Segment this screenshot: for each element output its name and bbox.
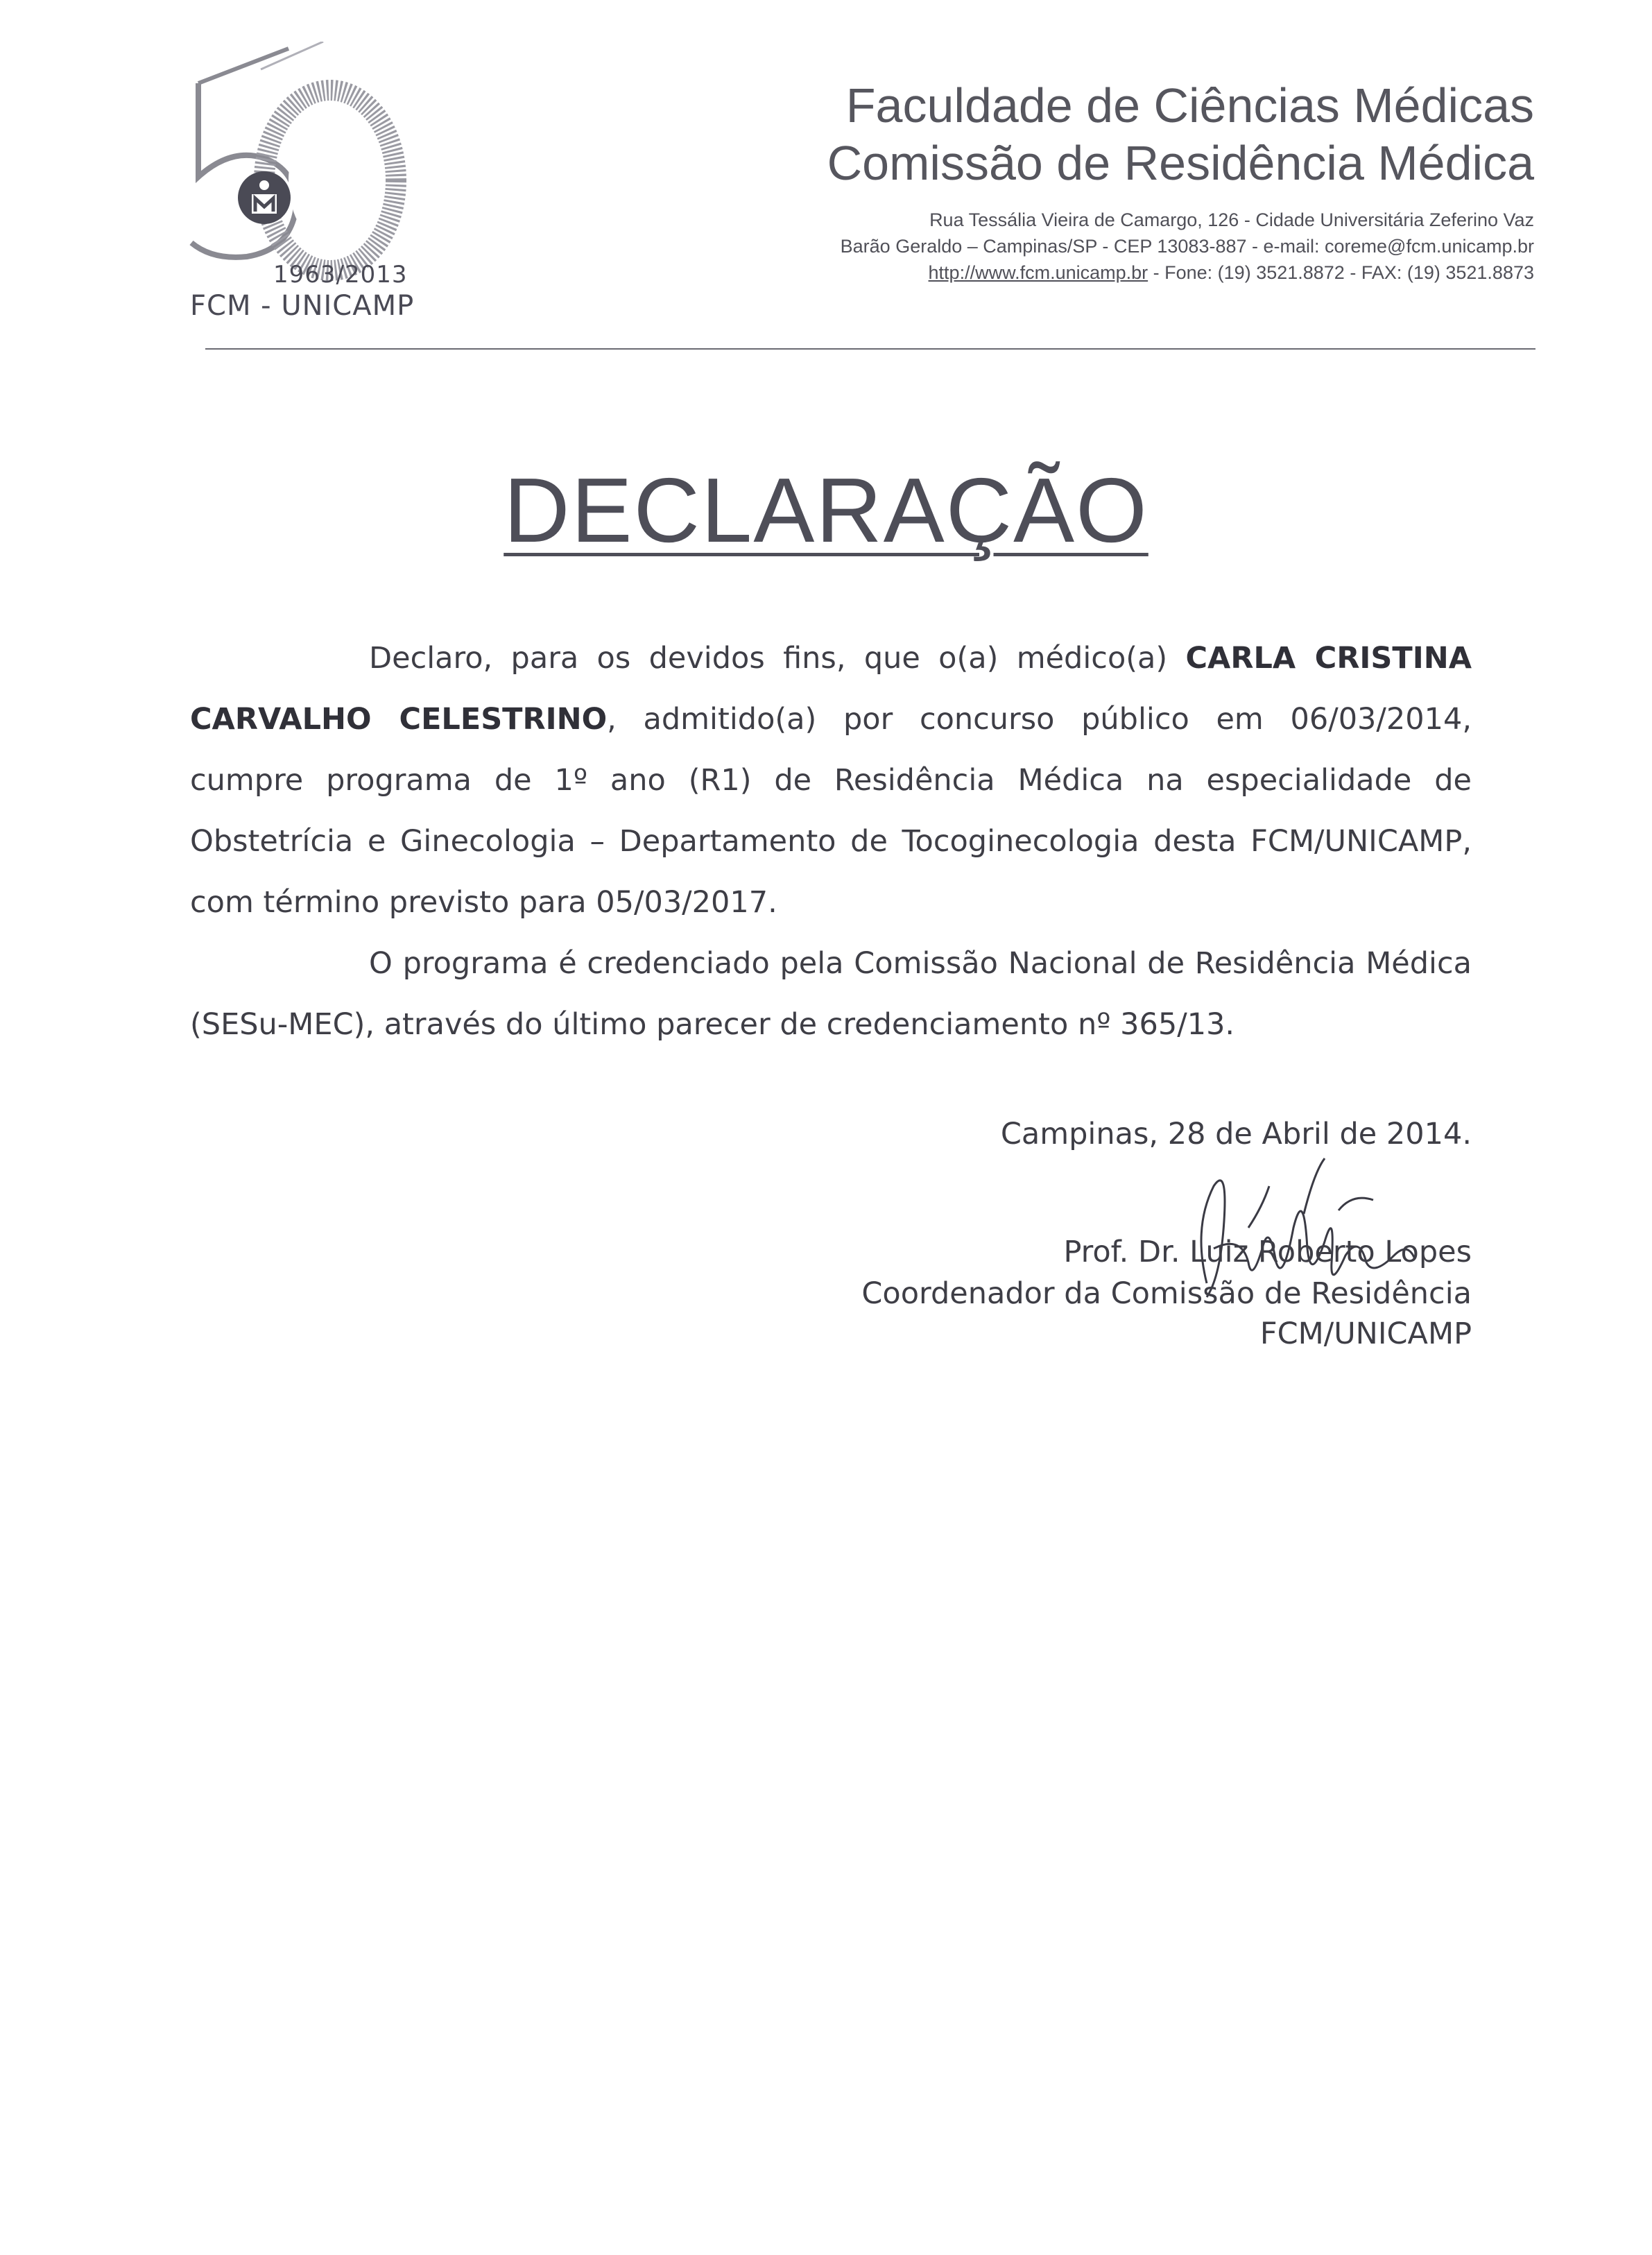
phone-fax: - Fone: (19) 3521.8872 - FAX: (19) 3521.8873: [1148, 262, 1534, 283]
p1-intro: Declaro, para os devidos fins, que o(a) médico(a): [369, 641, 1186, 676]
declaration-paragraph-2: [190, 933, 1472, 1055]
doctor-name: CARLA CRISTINA CARVALHO CELESTRINO: [190, 641, 1472, 737]
header-contact-line: [929, 262, 1534, 284]
signer-institution: FCM/UNICAMP: [1259, 1317, 1472, 1351]
declaration-paragraph-1: [190, 628, 1472, 933]
logo-50-graphic: [184, 42, 413, 291]
p2-text: O programa é credenciado pela Comissão Nacional de Residência Médica (SESu-MEC), através do último parecer de credenciamento nº 365/13.: [190, 946, 1472, 1042]
header-faculty-name: Faculdade de Ciências Médicas: [845, 78, 1534, 132]
header-divider: [205, 348, 1535, 350]
header-address-line1: Rua Tessália Vieira de Camargo, 126 - Cidade Universitária Zeferino Vaz: [929, 209, 1534, 230]
logo-institution-name: FCM - UNICAMP: [190, 290, 415, 322]
signer-role: Coordenador da Comissão de Residência: [861, 1276, 1472, 1311]
header-commission-name: Comissão de Residência Médica: [827, 136, 1534, 190]
website-link[interactable]: http://www.fcm.unicamp.br: [928, 262, 1148, 283]
logo-years: 1963/2013: [273, 261, 408, 289]
p1-rest: , admitido(a) por concurso público em 06/03/2014, cumpre programa de 1º ano (R1) de Residência Médica na especialidade de Obstetrícia e Ginecologia – Departamento de Tocoginecologia desta FCM/UNICAMP, com término previsto para 05/03/2017.: [190, 702, 1472, 920]
header-address-line2: Barão Geraldo – Campinas/SP - CEP 13083-887 - e-mail: coreme@fcm.unicamp.br: [840, 236, 1534, 257]
signer-name: Prof. Dr. Luiz Roberto Lopes: [1063, 1235, 1472, 1269]
date-line: Campinas, 28 de Abril de 2014.: [1000, 1117, 1472, 1151]
fcm-unicamp-50-years-logo: [184, 42, 420, 333]
document-title: DECLARAÇÃO: [504, 459, 1148, 561]
